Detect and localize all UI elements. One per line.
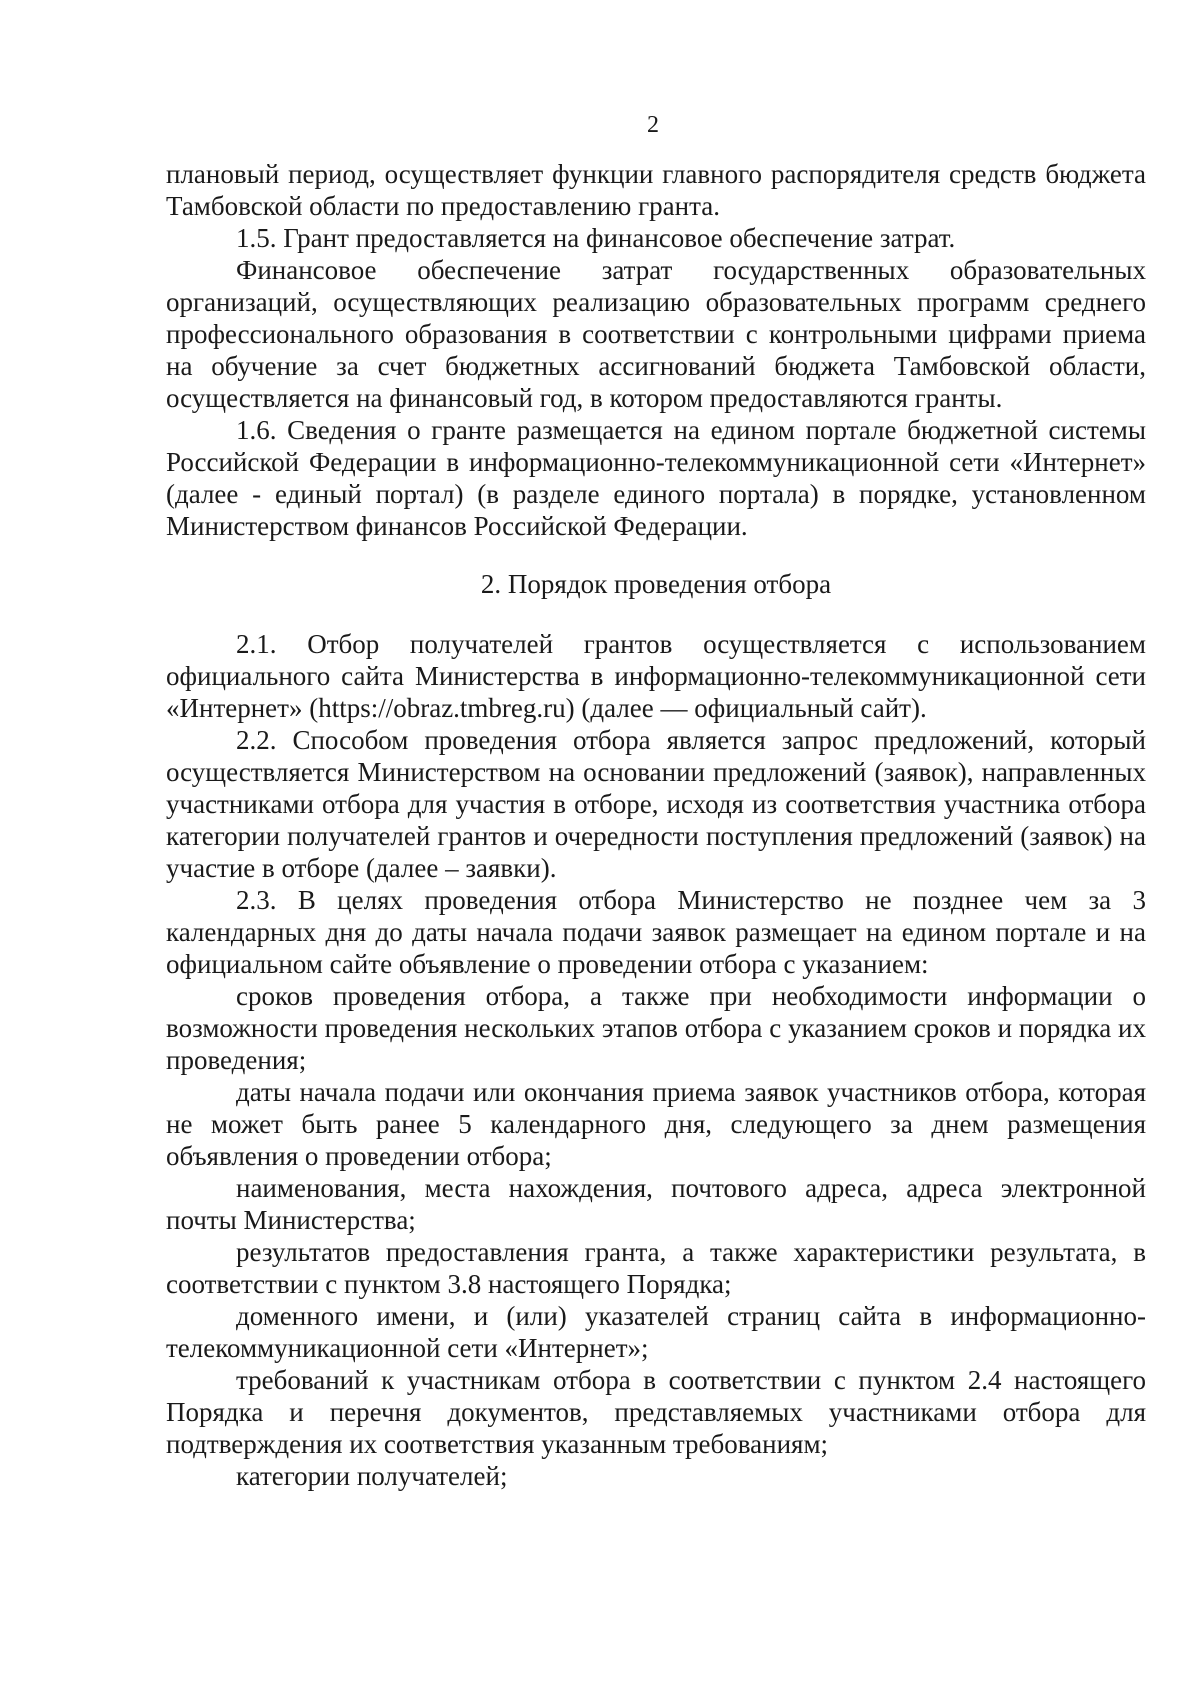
list-item-requirements: требований к участникам отбора в соответствии с пунктом 2.4 настоящего Порядка и перечня документов, представляемых участниками отбора для подтверждения их соответствия указанным требованиям; [166, 1365, 1146, 1459]
list-item-results: результатов предоставления гранта, а также характеристики результата, в соответствии с пунктом 3.8 настоящего Порядка; [166, 1237, 1146, 1299]
intro-continuation: плановый период, осуществляет функции главного распорядителя средств бюджета Тамбовской области по предоставлению гранта. [166, 159, 1146, 221]
list-item-contacts: наименования, места нахождения, почтового адреса, адреса электронной почты Министерства; [166, 1173, 1146, 1235]
paragraph-2-3: 2.3. В целях проведения отбора Министерство не позднее чем за 3 календарных дня до даты начала подачи заявок размещает на едином портале и на официальном сайте объявление о проведении отбора с указанием: [166, 885, 1146, 979]
paragraph-2-1: 2.1. Отбор получателей грантов осуществляется с использованием официального сайта Министерства в информационно-телекоммуникационной сети «Интернет» (https://obraz.tmbreg.ru) (далее — официальный сайт). [166, 629, 1146, 723]
section-2-heading: 2. Порядок проведения отбора [480, 569, 832, 599]
document-body [166, 158, 1146, 1492]
paragraph-1-6: 1.6. Сведения о гранте размещается на едином портале бюджетной системы Российской Федерации в информационно-телекоммуникационной сети «Интернет» (далее - единый портал) (в разделе единого портала) в порядке, установленном Министерством финансов Российской Федерации. [166, 415, 1146, 541]
list-item-categories: категории получателей; [236, 1461, 508, 1491]
paragraph-2-2: 2.2. Способом проведения отбора является запрос предложений, который осуществляется Министерством на основании предложений (заявок), направленных участниками отбора для участия в отборе, исходя из соответствия участника отбора категории получателей грантов и очередности поступления предложений (заявок) на участие в отборе (далее – заявки). [166, 725, 1146, 883]
list-item-dates: даты начала подачи или окончания приема заявок участников отбора, которая не может быть ранее 5 календарного дня, следующего за днем размещения объявления о проведении отбора; [166, 1077, 1146, 1171]
page-number: 2 [647, 112, 659, 138]
list-item-timing: сроков проведения отбора, а также при необходимости информации о возможности проведения нескольких этапов отбора с указанием сроков и порядка их проведения; [166, 981, 1146, 1075]
paragraph-1-5-detail: Финансовое обеспечение затрат государственных образовательных организаций, осуществляющих реализацию образовательных программ среднего профессионального образования в соответствии с контрольными цифрами приема на обучение за счет бюджетных ассигнований бюджета Тамбовской области, осуществляется на финансовый год, в котором предоставляются гранты. [166, 255, 1146, 413]
paragraph-1-5: 1.5. Грант предоставляется на финансовое обеспечение затрат. [236, 223, 956, 253]
list-item-domain: доменного имени, и (или) указателей страниц сайта в информационно-телекоммуникационной сети «Интернет»; [166, 1301, 1146, 1363]
